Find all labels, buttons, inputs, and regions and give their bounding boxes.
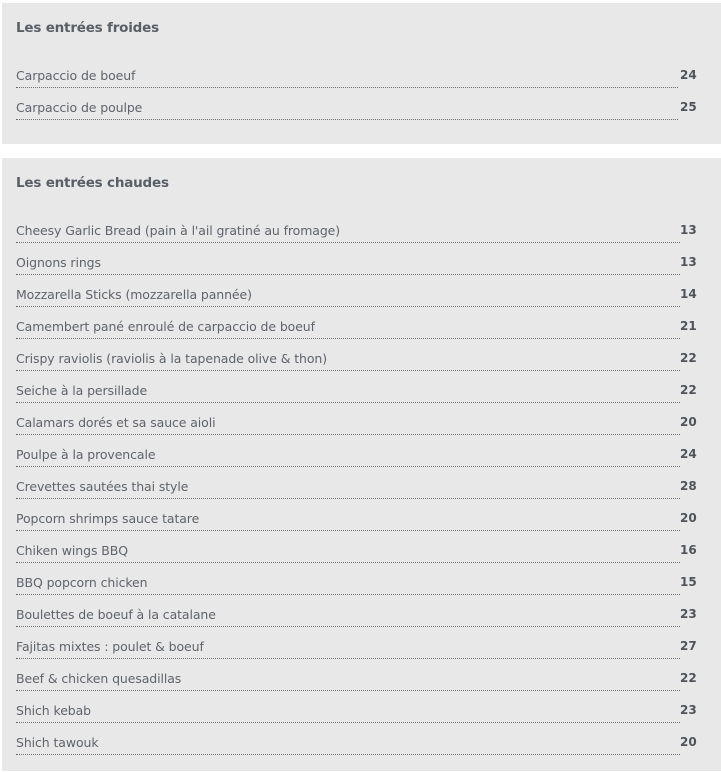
item-price: 27	[680, 639, 697, 653]
dotted-divider	[16, 434, 680, 435]
dotted-divider	[16, 626, 680, 627]
item-name: Shich kebab	[16, 703, 92, 718]
dotted-divider	[16, 466, 680, 467]
item-price: 20	[680, 415, 697, 429]
item-price: 20	[680, 511, 697, 525]
menu-section-hot-starters	[2, 158, 721, 771]
item-name: Cheesy Garlic Bread (pain à l'ail gratiné au fromage)	[16, 223, 341, 238]
item-name: Beef & chicken quesadillas	[16, 671, 182, 686]
item-price: 13	[680, 255, 697, 269]
dotted-divider	[16, 658, 680, 659]
section-title: Les entrées chaudes	[16, 175, 169, 191]
item-price: 24	[680, 447, 697, 461]
dotted-divider	[16, 402, 680, 403]
item-price: 22	[680, 351, 697, 365]
item-name: Shich tawouk	[16, 735, 99, 750]
item-name: Poulpe à la provencale	[16, 447, 156, 462]
item-price: 22	[680, 383, 697, 397]
item-name: Carpaccio de poulpe	[16, 100, 143, 115]
dotted-divider	[16, 594, 680, 595]
item-price: 25	[680, 100, 697, 114]
item-price: 21	[680, 319, 697, 333]
menu-section-cold-starters	[2, 3, 721, 144]
item-price: 22	[680, 671, 697, 685]
item-price: 20	[680, 735, 697, 749]
item-name: Chiken wings BBQ	[16, 543, 128, 558]
dotted-divider	[16, 87, 678, 88]
item-name: Carpaccio de boeuf	[16, 68, 136, 83]
dotted-divider	[16, 274, 680, 275]
dotted-divider	[16, 722, 680, 723]
item-name: Boulettes de boeuf à la catalane	[16, 607, 216, 622]
item-price: 13	[680, 223, 697, 237]
item-price: 16	[680, 543, 697, 557]
item-name: Fajitas mixtes : poulet & boeuf	[16, 639, 204, 654]
dotted-divider	[16, 370, 680, 371]
dotted-divider	[16, 754, 680, 755]
dotted-divider	[16, 338, 680, 339]
dotted-divider	[16, 498, 680, 499]
item-name: Calamars dorés et sa sauce aioli	[16, 415, 216, 430]
item-name: Mozzarella Sticks (mozzarella pannée)	[16, 287, 252, 302]
dotted-divider	[16, 242, 680, 243]
item-price: 23	[680, 607, 697, 621]
item-name: Popcorn shrimps sauce tatare	[16, 511, 200, 526]
item-price: 14	[680, 287, 697, 301]
dotted-divider	[16, 530, 680, 531]
item-price: 23	[680, 703, 697, 717]
dotted-divider	[16, 690, 680, 691]
section-title: Les entrées froides	[16, 20, 159, 36]
item-price: 24	[680, 68, 697, 82]
item-name: Camembert pané enroulé de carpaccio de boeuf	[16, 319, 315, 334]
item-price: 28	[680, 479, 697, 493]
item-name: BBQ popcorn chicken	[16, 575, 148, 590]
item-name: Oignons rings	[16, 255, 101, 270]
item-price: 15	[680, 575, 697, 589]
dotted-divider	[16, 119, 678, 120]
item-name: Seiche à la persillade	[16, 383, 148, 398]
item-name: Crispy raviolis (raviolis à la tapenade olive & thon)	[16, 351, 327, 366]
dotted-divider	[16, 306, 680, 307]
item-name: Crevettes sautées thai style	[16, 479, 189, 494]
dotted-divider	[16, 562, 680, 563]
